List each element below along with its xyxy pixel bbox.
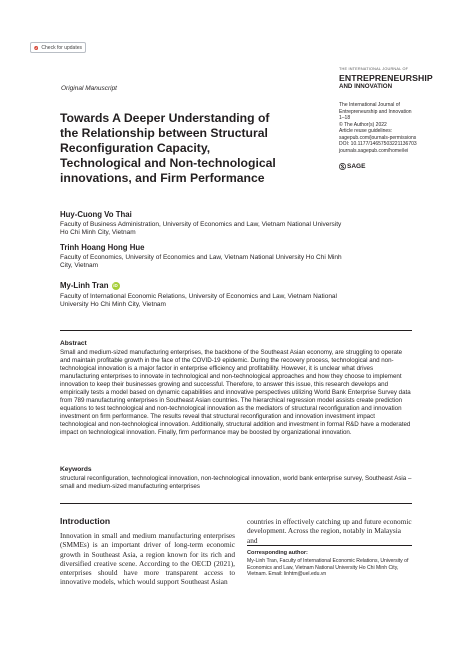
- author-name-text: My-Linh Tran: [60, 281, 109, 290]
- keywords-heading: Keywords: [60, 466, 92, 473]
- journal-name-line2: AND INNOVATION: [339, 83, 393, 90]
- section-divider: [60, 503, 412, 504]
- journal-metadata: [339, 102, 451, 154]
- author-affiliation: Faculty of Economics, University of Economics and Law, Vietnam National University Ho Chi Minh City, Vietnam: [60, 254, 342, 270]
- check-for-updates-icon: [34, 44, 38, 52]
- manuscript-type-label: Original Manuscript: [61, 85, 117, 92]
- title-line: Reconfiguration Capacity,: [60, 141, 211, 155]
- keywords-text: structural reconfiguration, technological innovation, non-technological innovation, world bank enterprise survey, Southeast Asia – small and medium-sized manufacturing enterprises: [60, 475, 412, 491]
- journal-permissions-link[interactable]: sagepub.com/journals-permissions: [339, 134, 417, 141]
- introduction-text-right: countries in effectively catching up and future economic development. Across the region, notably in Malaysia and: [247, 517, 412, 545]
- orcid-icon[interactable]: iD: [113, 283, 118, 288]
- abstract-heading: Abstract: [60, 340, 87, 347]
- check-for-updates-badge[interactable]: [30, 42, 86, 53]
- introduction-heading: Introduction: [60, 516, 111, 526]
- corresponding-author-text: My-Linh Tran, Faculty of International Economic Relations, University of Economics and Law, Vietnam National University Ho Chi Minh City, Vietnam. Email: linhtm@uel.edu.vn: [247, 558, 409, 578]
- author-name-text: Huy-Cuong Vo Thai: [60, 210, 132, 219]
- author-name: [60, 243, 144, 252]
- journal-small-caps: THE INTERNATIONAL JOURNAL OF: [339, 67, 409, 71]
- footnote-divider: [247, 545, 412, 546]
- title-line: the Relationship between Structural: [60, 126, 268, 140]
- publisher-logo: [339, 163, 365, 170]
- author-affiliation: Faculty of Business Administration, University of Economics and Law, Vietnam National University Ho Chi Minh City, Vietnam: [60, 221, 342, 237]
- journal-meta-line: The International Journal of: [339, 102, 400, 108]
- author-name: [60, 210, 132, 219]
- article-title: [60, 111, 325, 186]
- journal-meta-line: Entrepreneurship and Innovation: [339, 108, 412, 115]
- corresponding-author-heading: Corresponding author:: [247, 550, 308, 556]
- title-line: innovations, and Firm Performance: [60, 171, 265, 185]
- sage-logo-icon: [339, 163, 346, 170]
- title-line: Technological and Non-technological: [60, 156, 276, 170]
- journal-doi[interactable]: DOI: 10.1177/14657503221136703: [339, 141, 417, 147]
- journal-meta-line: Article reuse guidelines:: [339, 128, 393, 134]
- title-line: Towards A Deeper Understanding of: [60, 111, 270, 125]
- section-divider: [60, 330, 412, 331]
- journal-meta-copyright: © The Author(s) 2022: [339, 121, 387, 128]
- journal-home-link[interactable]: journals.sagepub.com/home/iei: [339, 147, 409, 154]
- author-name: [60, 281, 120, 290]
- check-for-updates-label: Check for updates: [41, 44, 82, 51]
- author-name-text: Trinh Hoang Hong Hue: [60, 243, 145, 252]
- journal-meta-pages: 1–18: [339, 115, 351, 121]
- author-affiliation: Faculty of International Economic Relations, University of Economics and Law, Vietnam National University Ho Chi Minh City, Vietnam: [60, 293, 337, 309]
- introduction-text-left: Innovation in small and medium manufacturing enterprises (SMMEs) is an important driver of long-term economic growth in Southeast Asia, a region known for its rich and diversified creative scene. According to the OECD (2021), enterprises should have more transparent access to innovative models, which would support Southeast Asian: [60, 531, 235, 587]
- journal-name-line1: ENTREPRENEURSHIP: [339, 73, 433, 83]
- abstract-text: Small and medium-sized manufacturing enterprises, the backbone of the Southeast Asian economy, are struggling to operate and maintain profitable growth in the face of the COVID-19 epidemic. During the recovery process, technological and non-technological innovation is a major factor in enterprise efficiency and profitability. However, it is unclear what drives manufacturing enterprises to innovate in technological and non-technological approaches and how they choose to implement innovation to keep their businesses growing and successful. Therefore, to answer this issue, this research develops and empirically tests a model based on dynamic capabilities and innovative perspectives utilizing World Bank Enterprise Survey data from 789 manufacturing enterprises in Southeast Asian countries. The hierarchical regression model assists create prediction equations to test technological and non-technological innovation as the mediators of structural reconfiguration and innovation investment on firm performance. The results reveal that structural reconfiguration and innovation investment impact technological and non-technological innovation. Additionally, structural addition and investment in formal R&D have a moderated impact on technological innovation. Finally, firm performance may be boosted by organizational innovation.: [60, 349, 411, 437]
- publisher-name: SAGE: [347, 163, 366, 170]
